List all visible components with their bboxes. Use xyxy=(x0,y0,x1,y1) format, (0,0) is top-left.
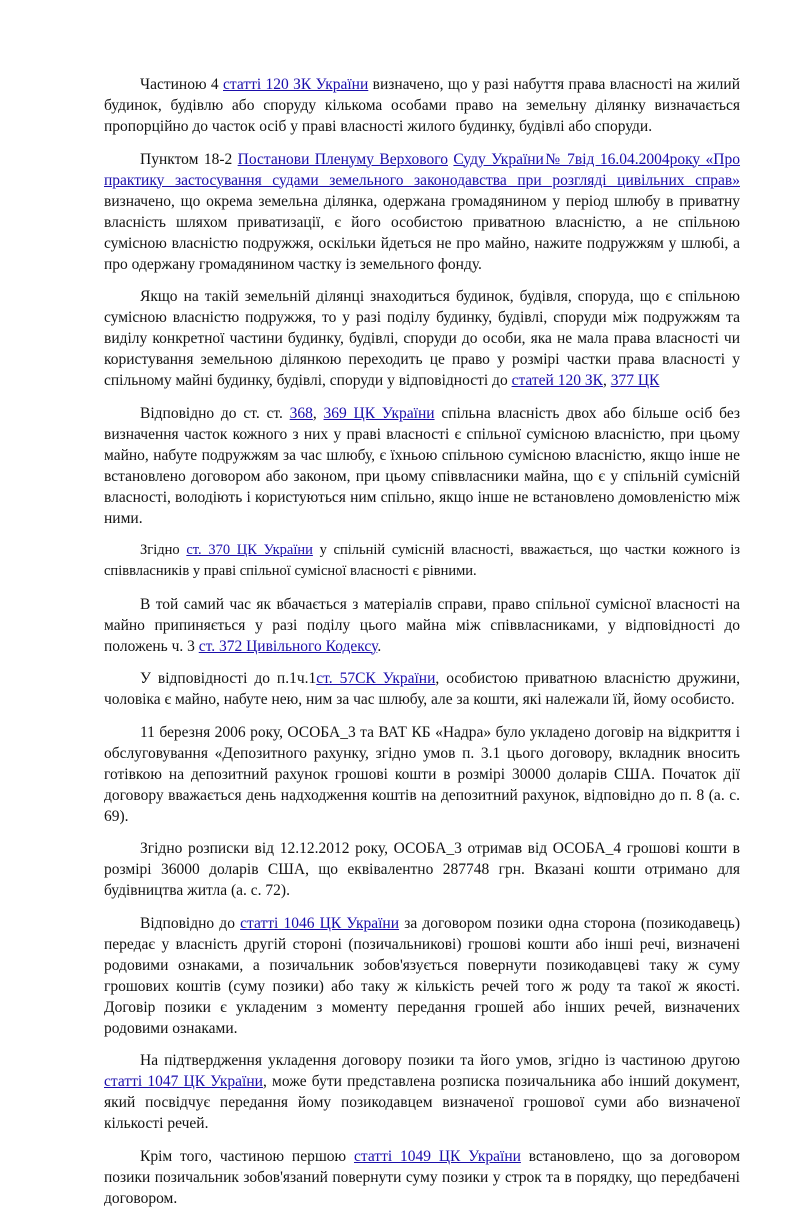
link-art-1049-ck[interactable]: статті 1049 ЦК України xyxy=(353,1147,521,1165)
text-run: Пунктом 18-2 xyxy=(140,150,238,168)
text-run: спільна власність двох або більше осіб без визначення часток кожного з них у праві власності є спільної сумісною власністю, при цьому майно, набуте подружжям за час шлюбу, є їхньою спільною сумісною власністю, якщо інше не встановлено договором або законом, при цьому співвласники майна, що є у спільній сумісній власності, володіють і користуються ним спільно, якщо інше не встановлено домовленістю між ними. xyxy=(104,404,741,527)
text-run: В той самий час як вбачається з матеріалів справи, право спільної сумісної власності на майно припиняється у разі поділу цього майна між співвласниками, у відповідності до положень ч. 3 xyxy=(104,595,740,655)
link-plenum-resolution[interactable]: Постанови Пленуму Верхового xyxy=(237,150,448,168)
link-art-1046-ck[interactable]: статті 1046 ЦК України xyxy=(240,914,400,932)
paragraph-8 xyxy=(104,722,740,827)
link-article-120-zk[interactable]: статті 120 ЗК України xyxy=(223,76,369,93)
link-art-370-ck[interactable]: ст. 370 ЦК України xyxy=(186,542,313,558)
paragraph-3 xyxy=(104,286,740,391)
text-run: визначено, що окрема земельна ділянка, одержана громадянином у період шлюбу в приватну власність шляхом приватизації, є його особистою приватною власністю, а не спільною сумісною власністю подружжя, оскільки йдеться не про майно, нажите подружжям у шлюбі, а про одержану громадянином частку із земельного фонду. xyxy=(104,192,740,273)
paragraph-4 xyxy=(104,403,740,529)
text-run: Якщо на такій земельній ділянці знаходиться будинок, будівля, споруда, що є спільною сумісною власністю подружжя, то у разі поділу будинку, будівлі, споруди між подружжям та виділу конкретної частини будинку, будівлі, споруди до особи, яка не мала права власності чи користування земельною ділянкою переходить це право у розмірі частки права власності у спільному майні будинку, будівлі, споруди у відповідності до xyxy=(104,288,740,389)
text-run: Згідно розписки від 12.12.2012 року, ОСОБА_3 отримав від ОСОБА_4 грошові кошти в розмірі 36000 доларів США, що еквівалентно 287748 грн. Вказані кошти отримано для будівництва житла (а. с. 72). xyxy=(104,840,740,899)
paragraph-12 xyxy=(104,1146,740,1209)
paragraph-11 xyxy=(104,1050,740,1134)
text-run: , xyxy=(312,404,324,422)
text-run: Згідно xyxy=(140,542,187,558)
link-art-57-sk[interactable]: ст. 57СК України xyxy=(316,670,436,687)
text-run: , xyxy=(602,372,611,389)
link-articles-120-zk[interactable]: статей 120 ЗК xyxy=(511,372,603,389)
text-run: У відповідності до п.1ч.1 xyxy=(140,670,317,687)
text-run: На підтвердження укладення договору позики та його умов, згідно із частиною другою xyxy=(140,1052,740,1069)
link-art-372-civil-code[interactable]: ст. 372 Цивільного Кодексу xyxy=(198,637,378,655)
text-run: Частиною 4 xyxy=(140,76,223,93)
link-377-ck[interactable]: 377 ЦК xyxy=(610,372,660,389)
text-run: за договором позики одна сторона (позикодавець) передає у власність другій стороні (позичальникові) грошові кошти або інші речі, визначені родовими ознаками, а позичальник зобов'язується повернути позикодавцеві таку ж суму грошових коштів (суму позики) або таку ж кількість речей того ж роду та такої ж якості. Договір позики є укладеним з моменту передання грошей або інших речей, визначених родовими ознаками. xyxy=(104,914,741,1037)
paragraph-9 xyxy=(104,838,740,901)
link-art-1047-ck[interactable]: статті 1047 ЦК України xyxy=(104,1073,263,1090)
paragraph-7 xyxy=(104,668,740,710)
text-run: , може бути представлена розписка позичальника або інший документ, який посвідчує передання йому позикодавцем визначеної грошової суми або визначеної кількості речей. xyxy=(104,1073,741,1132)
link-368[interactable]: 368 xyxy=(289,404,313,422)
text-run: 11 березня 2006 року, ОСОБА_3 та ВАТ КБ «Надра» було укладено договір на відкриття і обслуговування «Депозитного рахунку, згідно умов п. 3.1 цього договору, вкладник вносить готівкою на депозитний рахунок грошові кошти в розмірі 30000 доларів США. Початок дії договору вважається день надходження коштів на депозитний рахунок, відповідно до п. 8 (а. с. 69). xyxy=(104,723,740,825)
text-run: Відповідно до ст. ст. xyxy=(140,404,290,422)
text-run: у спільній сумісній власності, вважається, що частки кожного із співвласників у праві спільної сумісної власності є рівними. xyxy=(104,542,740,579)
paragraph-1 xyxy=(104,74,740,137)
text-run: Відповідно до xyxy=(140,914,241,932)
text-run: встановлено, що за договором позики позичальник зобов'язаний повернути суму позики у строк та в порядку, що передбачені договором. xyxy=(104,1147,741,1207)
link-369-ck[interactable]: 369 ЦК України xyxy=(323,404,435,422)
text-run: Крім того, частиною першою xyxy=(140,1147,354,1165)
paragraph-2 xyxy=(104,149,740,275)
text-run: . xyxy=(377,637,382,655)
text-run: визначено, що у разі набуття права власності на жилий будинок, будівлю або споруду кількома особами право на земельну ділянку визначається пропорційно до часток осіб у праві власності жилого будинку, будівлі або споруди. xyxy=(104,76,740,135)
paragraph-10 xyxy=(104,913,740,1039)
paragraph-5 xyxy=(104,540,740,582)
paragraph-6 xyxy=(104,594,740,657)
text-run: , особистою приватною власністю дружини, чоловіка є майно, набуте нею, ним за час шлюбу, але за кошти, які належали їй, йому особисто. xyxy=(104,670,740,708)
document-body xyxy=(104,74,740,1220)
link-supreme-court-resolution[interactable]: Суду України№ 7від 16.04.2004року «Про практику застосування судами земельного законодавства при розгляді цивільних справ» xyxy=(104,150,741,189)
